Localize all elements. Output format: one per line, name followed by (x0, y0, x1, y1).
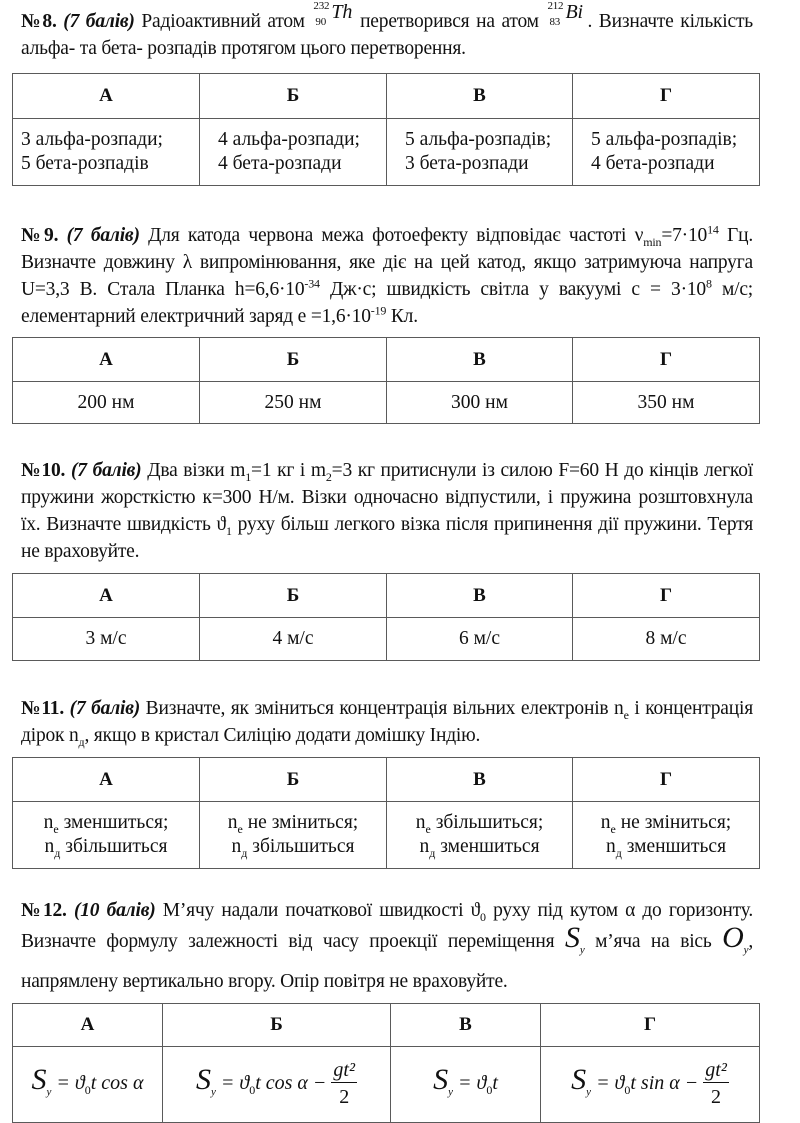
subscript: 0 (624, 1083, 631, 1098)
answer-line: 4 альфа-розпади; (218, 129, 360, 150)
answer-var: n (231, 836, 242, 857)
option-g-answer[interactable] (573, 802, 760, 869)
option-v-header: В (387, 574, 573, 618)
question-8-text (21, 0, 753, 62)
question-text: Для катода червона межа фотоефекту відповідає частоті ν (139, 225, 644, 246)
option-v-answer[interactable] (387, 119, 573, 186)
subscript: min (643, 234, 662, 249)
answer-line: 4 бета-розпади (591, 153, 715, 174)
answer-line: 4 бета-розпади (218, 153, 342, 174)
answer-line: не зміниться; (242, 812, 359, 833)
nuclide-bismuth (545, 0, 587, 28)
option-a-answer[interactable] (13, 802, 200, 869)
question-points: (7 балів) (69, 698, 141, 719)
subscript: 0 (480, 909, 486, 924)
question-text: , якщо в кристал Силіцію додати домішку Індію. (84, 725, 481, 746)
formula-rest: t (492, 1071, 498, 1094)
option-a-answer[interactable]: 200 нм (13, 382, 200, 424)
option-v-header: В (391, 1004, 541, 1047)
question-text: і концентрація дірок n (21, 698, 753, 746)
question-points: (7 балів) (66, 225, 140, 246)
formula-rest: t cos α − (255, 1072, 327, 1095)
option-b-header: Б (163, 1004, 391, 1047)
fraction (703, 1058, 729, 1111)
formula-lhs: S (196, 1063, 211, 1097)
formula (31, 1062, 144, 1098)
option-a-header: А (13, 574, 200, 618)
subscript: 0 (486, 1082, 493, 1097)
subscript: y (586, 1086, 592, 1099)
option-b-header: Б (200, 574, 387, 618)
option-g-header: Г (573, 758, 760, 802)
answer-var: n (419, 836, 430, 857)
axis-symbol: O (722, 921, 744, 954)
option-g-header: Г (541, 1004, 760, 1047)
subscript: y (743, 944, 749, 956)
element-symbol: Bi (565, 1, 583, 23)
subscript: y (579, 944, 585, 956)
question-text: м/с; елементарний електричний заряд е =1,6·10 (21, 279, 753, 327)
option-b-answer[interactable] (200, 119, 387, 186)
subscript: д (615, 845, 622, 860)
element-symbol: Th (331, 1, 353, 23)
question-points: (7 балів) (70, 460, 142, 481)
question-number: №9. (21, 225, 59, 246)
answer-var: n (44, 836, 55, 857)
subscript: y (448, 1085, 453, 1098)
formula-rest: t sin α − (630, 1072, 699, 1095)
question-12-answer-table (12, 1003, 760, 1123)
option-b-header: Б (200, 338, 387, 382)
question-text: м’яча на вісь (584, 931, 723, 952)
question-text: руху під кутом α до горизонту. Визначте формулу залежності від часу проекції переміщення (21, 900, 753, 952)
superscript: 8 (705, 276, 712, 291)
question-text: М’ячу надали початкової швидкості ϑ (155, 900, 481, 921)
answer-line: 3 альфа-розпади; (21, 129, 163, 150)
subscript: е (425, 821, 431, 836)
subscript: е (237, 821, 243, 836)
formula-lhs: S (571, 1063, 587, 1097)
numerator: gt² (705, 1059, 727, 1081)
subscript: д (54, 845, 61, 860)
question-text: Кл. (386, 306, 418, 327)
subscript: 0 (84, 1082, 91, 1097)
superscript: 14 (707, 222, 719, 237)
option-b-answer[interactable]: 250 нм (200, 382, 387, 424)
formula-eq: = ϑ (591, 1072, 625, 1095)
question-10-answer-table (12, 573, 760, 661)
option-g-answer[interactable]: 350 нм (573, 382, 760, 424)
formula-eq: = ϑ (215, 1072, 250, 1095)
subscript: е (610, 821, 616, 836)
option-a-header: А (13, 338, 200, 382)
option-g-answer[interactable] (573, 119, 760, 186)
option-v-answer[interactable] (387, 802, 573, 869)
question-number: №8. (21, 11, 57, 32)
mass-number: 212 (547, 0, 564, 12)
option-g-answer[interactable]: 8 м/с (573, 618, 760, 661)
formula-eq: = ϑ (453, 1071, 487, 1094)
option-b-answer[interactable] (163, 1047, 391, 1123)
answer-line: не зміниться; (615, 812, 732, 833)
question-number: №11. (21, 698, 65, 719)
question-text: Гц. Визначте довжину λ випромінювання, яке діє на цей катод, якщо затримуюча напруга U=3,3 В. Стала Планка h=6,6·10 (21, 225, 753, 300)
subscript: 0 (249, 1083, 256, 1098)
question-11-text (21, 695, 753, 749)
question-12-text (21, 895, 753, 997)
answer-line: збільшиться; (430, 812, 544, 833)
question-9-answer-table (12, 337, 760, 424)
subscript: y (46, 1085, 52, 1098)
answer-line: 5 бета-розпадів (21, 153, 149, 174)
subscript: 1 (226, 523, 232, 538)
mass-number: 232 (313, 0, 330, 12)
question-11-answer-table (12, 757, 760, 869)
option-a-header: А (13, 74, 200, 119)
subscript: 2 (325, 469, 332, 484)
option-a-header: А (13, 758, 200, 802)
option-a-answer[interactable] (13, 1047, 163, 1123)
option-b-answer[interactable] (200, 802, 387, 869)
answer-line: 3 бета-розпади (405, 153, 529, 174)
question-points: (10 балів) (73, 900, 156, 921)
question-text: Два візки m (141, 460, 246, 481)
option-v-header: В (387, 74, 573, 119)
option-b-answer[interactable]: 4 м/с (200, 618, 387, 661)
option-a-answer[interactable] (13, 119, 200, 186)
charge-number: 83 (549, 16, 561, 28)
answer-var: n (605, 836, 616, 857)
question-text: перетворився на атом (353, 11, 546, 32)
option-v-answer[interactable]: 300 нм (387, 382, 573, 424)
subscript: д (429, 845, 436, 860)
subscript: е (623, 707, 629, 722)
formula-lhs: S (31, 1062, 47, 1096)
subscript: 1 (245, 469, 252, 484)
fraction (331, 1058, 357, 1111)
formula (571, 1059, 729, 1108)
subscript: y (211, 1086, 216, 1099)
question-text: руху більш легкого візка після припинення дії пружини. Тертя не враховуйте. (21, 514, 753, 562)
question-text: =1 кг і m (251, 460, 326, 481)
subscript: д (78, 734, 85, 749)
answer-line: зменшиться; (58, 812, 169, 833)
answer-line: 5 альфа-розпадів; (591, 129, 738, 150)
subscript: е (53, 821, 59, 836)
option-b-header: Б (200, 74, 387, 119)
question-text: =3 кг притиснули із силою F=60 Н до кінців легкої пружини жорсткістю к=300 Н/м. Візки одночасно відпустили, і пружина розштовхнула їх. Визначте швидкість ϑ (21, 460, 753, 535)
question-text: , напрямлену вертикально вгору. Опір повітря не враховуйте. (21, 931, 753, 992)
question-number: №10. (21, 460, 66, 481)
answer-line: зменшиться (621, 836, 727, 857)
answer-line: 5 альфа-розпадів; (405, 129, 552, 150)
question-text: =7·10 (661, 225, 708, 246)
denominator: 2 (339, 1086, 350, 1108)
answer-line: збільшиться (60, 836, 168, 857)
denominator: 2 (711, 1086, 722, 1108)
question-text: Визначте, як зміниться концентрація вільних електронів n (140, 698, 624, 719)
answer-var: n (43, 812, 54, 833)
option-v-header: В (387, 338, 573, 382)
option-g-header: Г (573, 574, 760, 618)
option-v-header: В (387, 758, 573, 802)
answer-line: збільшиться (247, 836, 355, 857)
option-a-header: А (13, 1004, 163, 1047)
question-text: Дж·с; швидкість світла у вакуумі с = 3·10 (319, 279, 706, 300)
question-8-answer-table (12, 73, 760, 186)
formula-eq: = ϑ (51, 1071, 85, 1094)
question-10-text (21, 457, 753, 565)
answer-var: n (227, 812, 238, 833)
question-text: Радіоактивний атом (134, 11, 312, 32)
question-9-text (21, 222, 753, 330)
answer-var: n (415, 812, 426, 833)
displacement-symbol: S (565, 921, 580, 954)
option-v-answer[interactable]: 6 м/с (387, 618, 573, 661)
formula (196, 1059, 357, 1108)
subscript: д (241, 845, 248, 860)
superscript: -19 (370, 303, 387, 318)
question-number: №12. (21, 900, 67, 921)
numerator: gt² (333, 1059, 355, 1081)
formula-rest: t cos α (90, 1071, 144, 1094)
option-g-answer[interactable] (541, 1047, 760, 1123)
superscript: -34 (304, 276, 320, 291)
option-b-header: Б (200, 758, 387, 802)
question-points: (7 балів) (63, 11, 135, 32)
option-v-answer[interactable] (391, 1047, 541, 1123)
option-g-header: Г (573, 338, 760, 382)
charge-number: 90 (315, 16, 327, 28)
question-text: . Визначте кількість альфа- та бета- розпадів протягом цього перетворення. (21, 11, 753, 59)
answer-line: зменшиться (435, 836, 540, 857)
formula-lhs: S (433, 1062, 449, 1096)
nuclide-thorium (311, 0, 353, 28)
option-a-answer[interactable]: 3 м/с (13, 618, 200, 661)
formula (433, 1062, 498, 1098)
answer-var: n (600, 812, 611, 833)
option-g-header: Г (573, 74, 760, 119)
